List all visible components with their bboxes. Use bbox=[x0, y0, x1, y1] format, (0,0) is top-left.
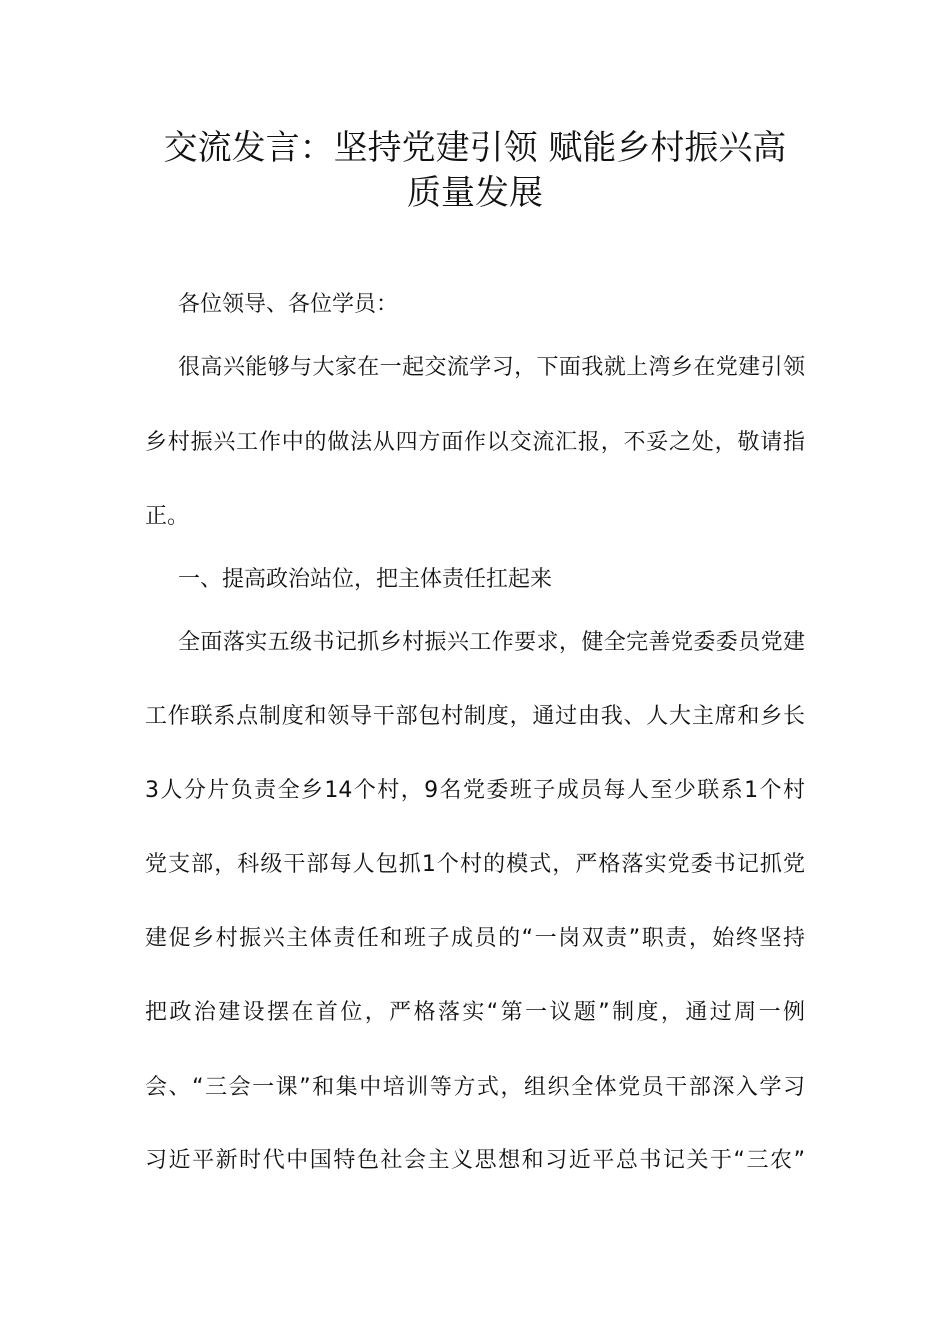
salutation: 各位领导、各位学员： bbox=[178, 292, 399, 317]
paragraph-1-line: 正。 bbox=[145, 504, 190, 529]
paragraph-2-line: 习近平新时代中国特色社会主义思想和习近平总书记关于“三农” bbox=[145, 1148, 805, 1173]
paragraph-2-line: 党支部，科级干部每人包抓1个村的模式，严格落实党委书记抓党 bbox=[145, 852, 805, 877]
document-title-line-2: 质量发展 bbox=[407, 173, 543, 213]
paragraph-2-line: 会、“三会一课”和集中培训等方式，组织全体党员干部深入学习 bbox=[145, 1075, 805, 1100]
paragraph-2-line: 3人分片负责全乡14个村，9名党委班子成员每人至少联系1个村 bbox=[145, 778, 805, 803]
paragraph-2-line: 把政治建设摆在首位，严格落实“第一议题”制度，通过周一例 bbox=[145, 1000, 805, 1025]
paragraph-1-line: 很高兴能够与大家在一起交流学习，下面我就上湾乡在党建引领 bbox=[178, 355, 805, 380]
section-heading: 一、提高政治站位，把主体责任扛起来 bbox=[178, 567, 553, 592]
paragraph-1-line: 乡村振兴工作中的做法从四方面作以交流汇报，不妥之处，敬请指 bbox=[145, 430, 805, 455]
document-title-line-1: 交流发言：坚持党建引领 赋能乡村振兴高 bbox=[163, 128, 787, 168]
paragraph-2-line: 工作联系点制度和领导干部包村制度，通过由我、人大主席和乡长 bbox=[145, 704, 805, 729]
paragraph-2-line: 全面落实五级书记抓乡村振兴工作要求，健全完善党委委员党建 bbox=[178, 630, 805, 655]
paragraph-2-line: 建促乡村振兴主体责任和班子成员的“一岗双责”职责，始终坚持 bbox=[145, 926, 805, 951]
